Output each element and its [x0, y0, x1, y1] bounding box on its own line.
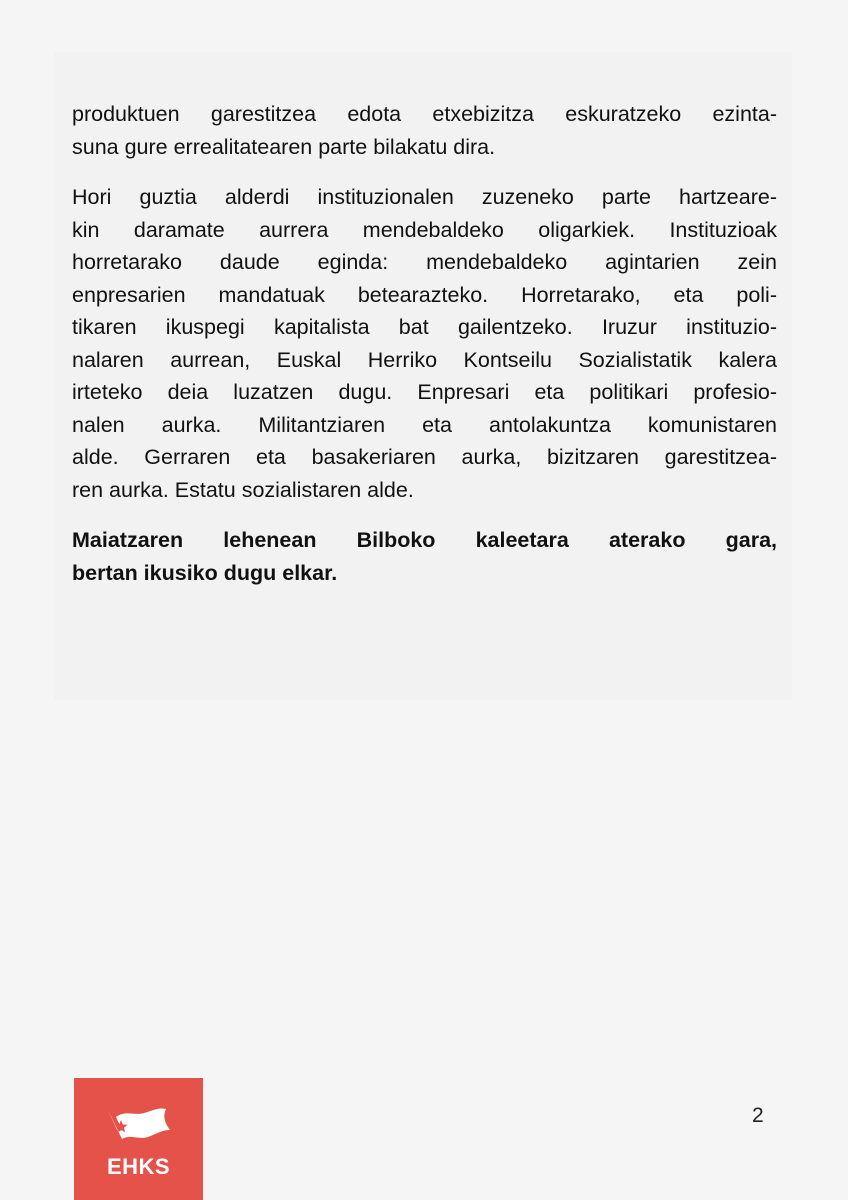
- text-line: nalen aurka. Militantziaren eta antolakuntza komunistaren: [72, 412, 777, 437]
- flag-star-icon: [104, 1104, 174, 1154]
- text-line: nalaren aurrean, Euskal Herriko Kontseilu Sozialistatik kalera: [72, 347, 777, 372]
- page-number: 2: [752, 1104, 764, 1127]
- text-line: tikaren ikuspegi kapitalista bat gailentzeko. Iruzur instituzio-: [72, 315, 777, 339]
- text-line: alde. Gerraren eta basakeriaren aurka, bizitzaren garestitzea-: [72, 445, 777, 469]
- paragraph-3-bold: [72, 524, 777, 589]
- text-line: ren aurka. Estatu sozialistaren alde.: [72, 477, 414, 502]
- ehks-logo: [74, 1078, 203, 1200]
- text-line: produktuen garestitzea edota etxebizitza eskuratzeko ezinta-: [72, 102, 777, 126]
- document-body: [72, 98, 777, 589]
- text-line: kin daramate aurrera mendebaldeko oligarkiek. Instituzioak: [72, 217, 777, 242]
- text-line: enpresarien mandatuak betearazteko. Horretarako, eta poli-: [72, 282, 777, 307]
- paragraph-1: [72, 98, 777, 163]
- text-line: irteteko deia luzatzen dugu. Enpresari eta politikari profesio-: [72, 380, 777, 404]
- paragraph-2: [72, 181, 777, 506]
- text-line: horretarako daude eginda: mendebaldeko agintarien zein: [72, 250, 777, 274]
- text-line: suna gure errealitatearen parte bilakatu dira.: [72, 134, 496, 159]
- text-line: bertan ikusiko dugu elkar.: [72, 560, 338, 585]
- logo-text: EHKS: [106, 1154, 171, 1179]
- text-line: Maiatzaren lehenean Bilboko kaleetara aterako gara,: [72, 528, 777, 552]
- text-line: Hori guztia alderdi instituzionalen zuzeneko parte hartzeare-: [72, 185, 777, 209]
